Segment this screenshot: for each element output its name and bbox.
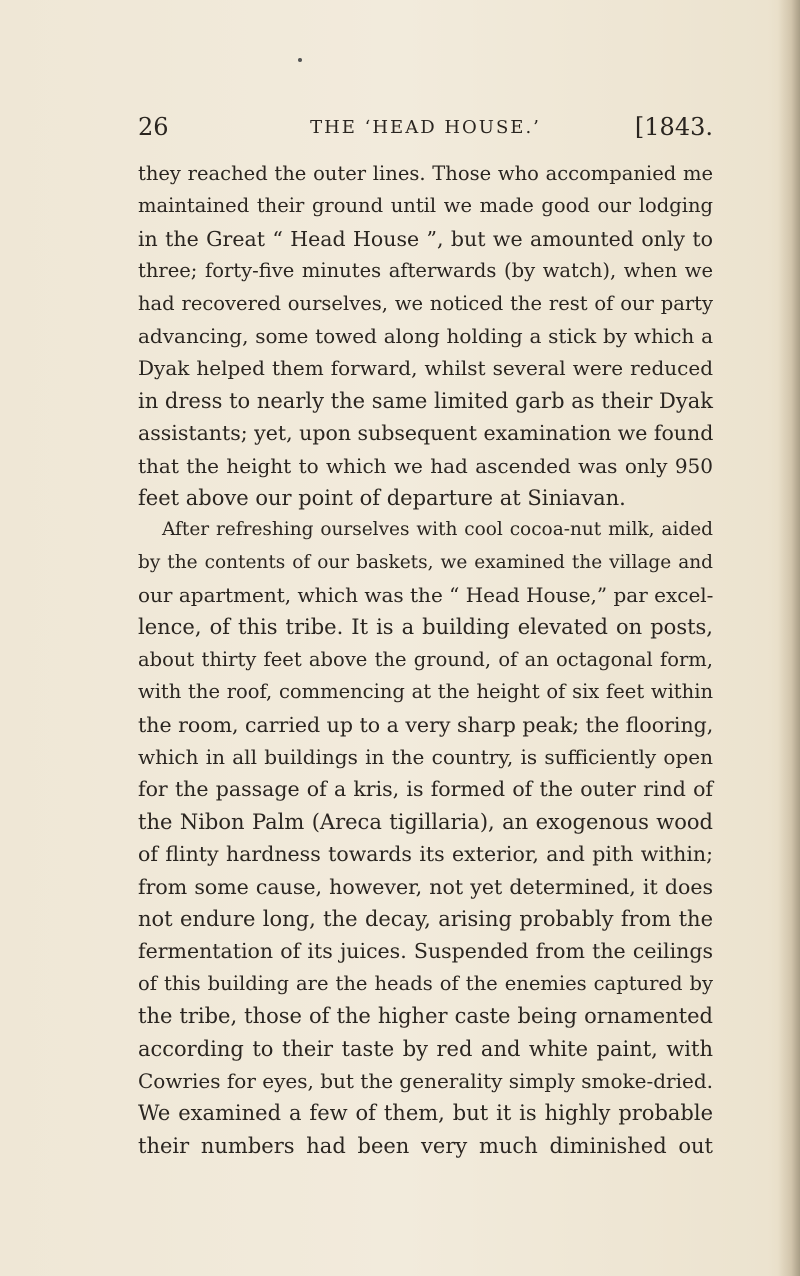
text-line: of flinty hardness towards its exterior, and pith within; <box>138 842 713 867</box>
text-line: that the height to which we had ascended was only 950 <box>138 453 713 478</box>
page-edge-shadow <box>778 0 800 1276</box>
text-line: they reached the outer lines. Those who accompanied me <box>138 162 713 185</box>
ink-speck <box>298 58 302 62</box>
text-line: according to their taste by red and white paint, with <box>138 1036 713 1061</box>
text-line: our apartment, which was the “ Head House,” par excel- <box>138 583 714 608</box>
text-line: in dress to nearly the same limited garb as their Dyak <box>138 388 713 413</box>
page-header <box>138 112 713 142</box>
text-line: feet above our point of departure at Siniavan. <box>138 485 626 510</box>
text-line: with the roof, commencing at the height of six feet within <box>138 680 713 704</box>
running-title: THE ‘HEAD HOUSE.’ <box>310 117 541 138</box>
text-line: After refreshing ourselves with cool cocoa-nut milk, aided <box>162 519 713 541</box>
text-line: maintained their ground until we made good our lodging <box>138 194 713 218</box>
year-marker: [1843. <box>634 113 713 141</box>
text-line: their numbers had been very much diminished out <box>138 1133 713 1158</box>
text-line: in the Great “ Head House ”, but we amounted only to <box>138 226 713 251</box>
text-line: the tribe, those of the higher caste being ornamented <box>138 1004 713 1029</box>
text-line: from some cause, however, not yet determined, it does <box>138 874 713 899</box>
text-line: fermentation of its juices. Suspended from the ceilings <box>138 939 713 964</box>
text-line: had recovered ourselves, we noticed the rest of our party <box>138 291 713 315</box>
text-line: three; forty-five minutes afterwards (by watch), when we <box>138 259 713 283</box>
text-line: not endure long, the decay, arising probably from the <box>138 906 713 931</box>
text-line: by the contents of our baskets, we examined the village and <box>138 551 713 573</box>
text-line: about thirty feet above the ground, of an octagonal form, <box>138 647 713 671</box>
text-line: the Nibon Palm (Areca tigillaria), an exogenous wood <box>138 809 713 834</box>
body-text <box>138 158 713 1162</box>
page-number: 26 <box>138 113 169 141</box>
text-line: the room, carried up to a very sharp peak; the flooring, <box>138 712 714 737</box>
text-line: lence, of this tribe. It is a building elevated on posts, <box>138 615 713 640</box>
text-line: assistants; yet, upon subsequent examination we found <box>138 421 714 446</box>
text-line: which in all buildings in the country, is sufficiently open <box>138 745 713 770</box>
text-line: of this building are the heads of the enemies captured by <box>138 971 713 995</box>
text-line: for the passage of a kris, is formed of the outer rind of <box>138 777 713 802</box>
text-line: We examined a few of them, but it is highly probable <box>138 1101 713 1126</box>
text-line: advancing, some towed along holding a stick by which a <box>138 323 713 348</box>
text-line: Cowries for eyes, but the generality simply smoke-dried. <box>138 1068 713 1093</box>
text-line: Dyak helped them forward, whilst several were reduced <box>138 356 713 381</box>
